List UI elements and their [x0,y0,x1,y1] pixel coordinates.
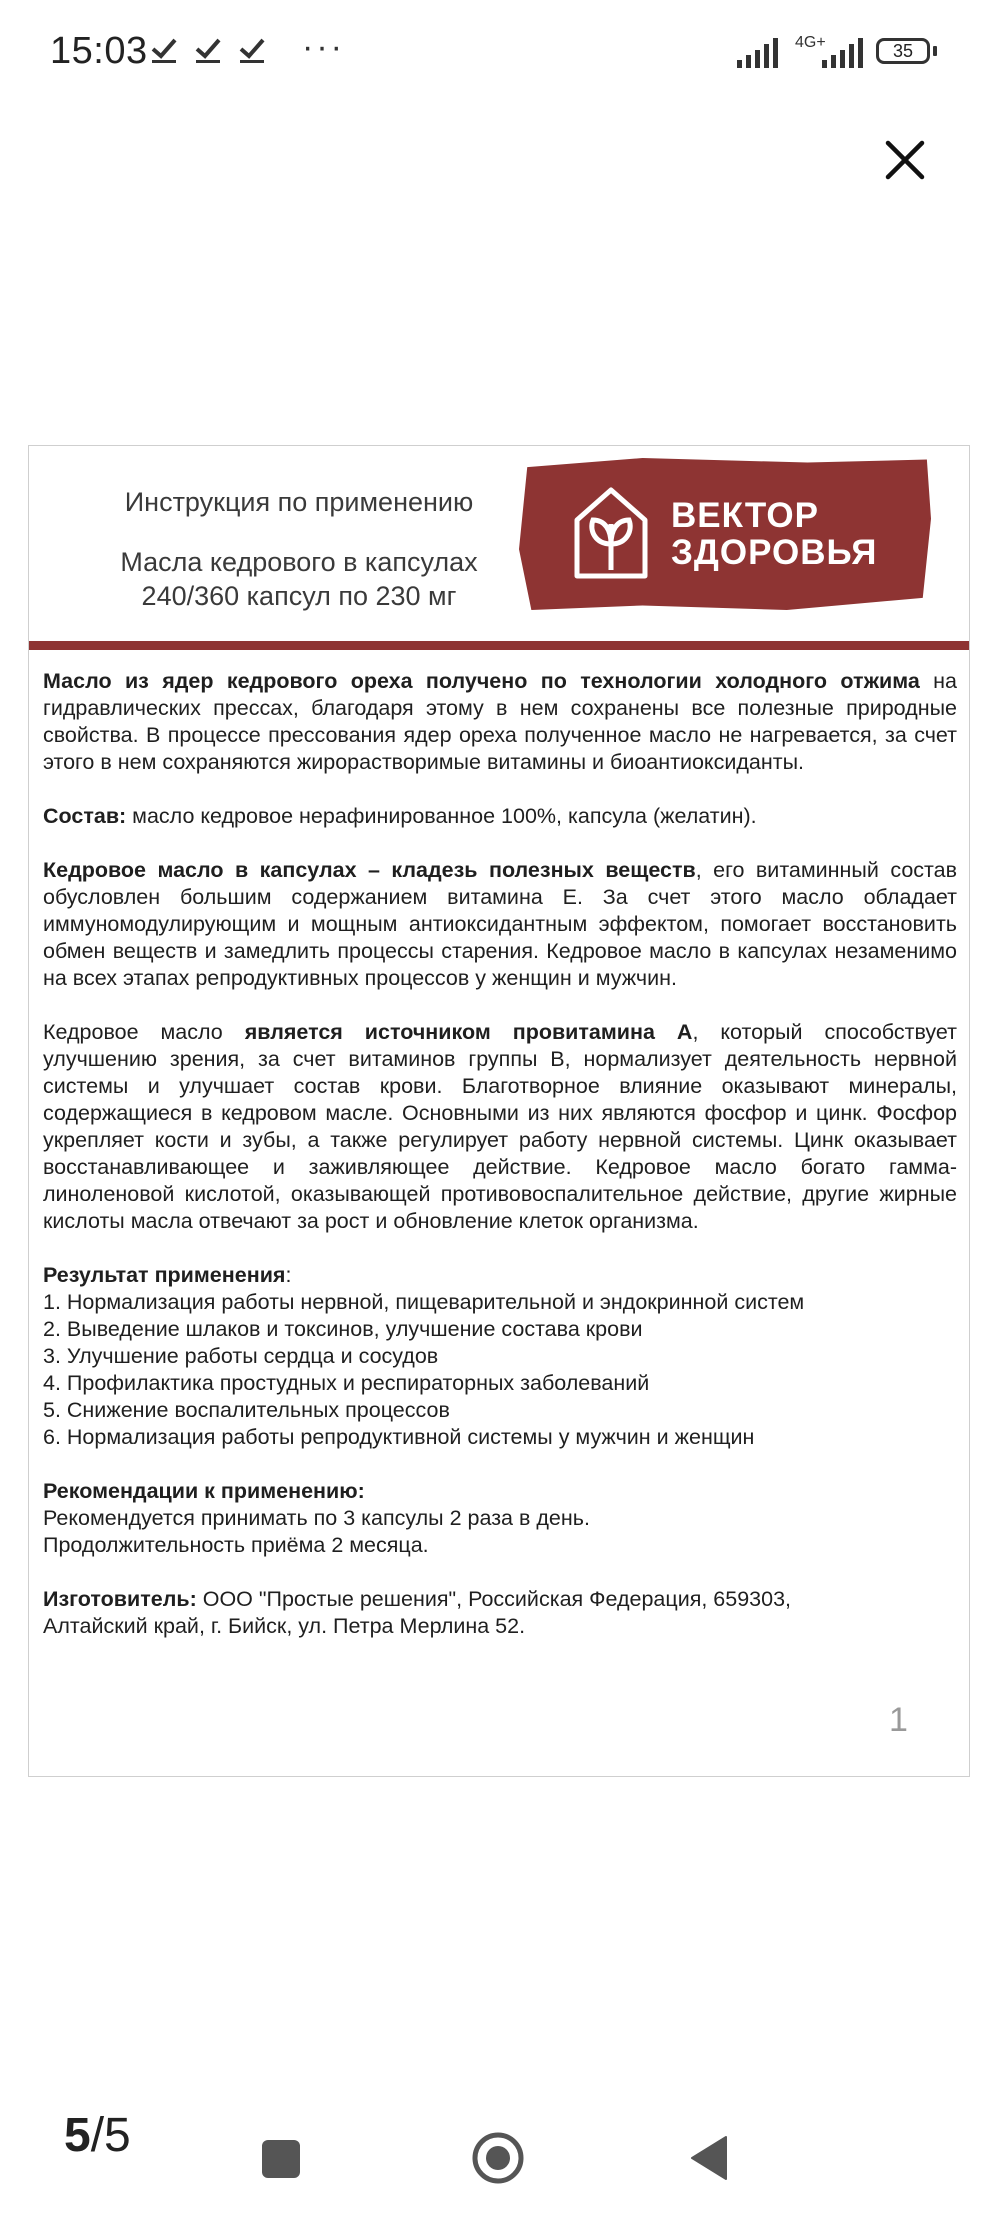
battery-tip [933,46,937,56]
check-icon [238,34,266,64]
brand-name [671,498,877,572]
status-bar [0,0,1000,110]
header-divider [29,641,969,650]
provitamin-prefix: Кедровое масло [43,1020,245,1044]
document-body [43,668,957,1640]
manufacturer-label: Изготовитель: [43,1587,197,1611]
paragraph-provitamin [43,1019,957,1235]
list-item: 4. Профилактика простудных и респираторных заболеваний [43,1371,650,1395]
paragraph-intro [43,668,957,776]
header-line-1: Инструкция по применению [124,487,474,517]
status-time: 15:03 [50,30,148,72]
home-button[interactable] [470,2130,526,2186]
recommendation-duration: Продолжительность приёма 2 месяца. [43,1533,429,1557]
results-section [43,1262,957,1451]
list-item: 5. Снижение воспалительных процессов [43,1398,450,1422]
page-counter [64,2108,131,2163]
provitamin-bold: является источником провитамина А [244,1020,693,1044]
battery-icon: 35 [876,38,930,64]
close-button[interactable] [880,135,930,185]
recommendation-dosage: Рекомендуется принимать по 3 капсулы 2 раза в день. [43,1506,590,1530]
list-item: 3. Улучшение работы сердца и сосудов [43,1344,439,1368]
leaf-emblem-icon [565,484,657,584]
results-title: Результат применения [43,1263,286,1287]
composition-label: Состав: [43,804,127,828]
list-item: 1. Нормализация работы нервной, пищеварительной и эндокринной систем [43,1290,805,1314]
brand-logo [519,458,931,610]
signal-icon-2 [820,36,870,68]
back-button[interactable] [690,2135,730,2181]
document-header [29,446,969,646]
document-page-number: 1 [889,1701,908,1739]
provitamin-text: , который способствует улучшению зрения, за счет витаминов группы В, нормализует деятельность нервной системы и улучшает состав крови. Благотворное влияние оказывают минералы, содержащиеся в кедровом масле. Основными из них являются фосфор и цинк. Фосфор укрепляет кости и зубы, а также регулирует работу нервной системы. Цинк оказывает восстанавливающее и заживляющее действие. Кедровое масло богато гамма-линоленовой кислотой, оказывающей противовоспалительное действие, другие жирные кислоты масла отвечают за рост и обновление клеток организма. [43,1020,957,1233]
benefits-bold: Кедровое масло в капсулах – кладезь полезных веществ [43,858,696,882]
signal-icon [735,36,785,68]
brand-name-line-1: ВЕКТОР [671,496,819,535]
manufacturer-line-2: Алтайский край, г. Бийск, ул. Петра Мерлина 52. [43,1614,526,1638]
recent-apps-button[interactable] [262,2140,300,2178]
paragraph-composition [43,803,957,830]
manufacturer-section [43,1586,957,1640]
list-item: 2. Выведение шлаков и токсинов, улучшение состава крови [43,1317,643,1341]
current-page: 5 [64,2109,91,2162]
intro-text: на гидравлических прессах, благодаря этому в нем сохранены все полезные природные свойства. В процессе прессования ядер ореха полученное масло не нагревается, за счет этого в нем сохраняются жирорастворимые витамины и биоантиоксиданты. [43,669,957,774]
benefits-text: , его витаминный состав обусловлен большим содержанием витамина Е. За счет этого масло обладает иммуномодулирующим и мощным антиоксидантным эффектом, помогает восстановить обмен веществ и замедлить процессы старения. Кедровое масло в капсулах незаменимо на всех этапах репродуктивных процессов у женщин и мужчин. [43,858,958,990]
more-notifications-icon: ··· [302,28,345,66]
recommendations-title: Рекомендации к применению: [43,1479,365,1503]
header-title [79,486,519,613]
check-icon [150,34,178,64]
manufacturer-line-1: ООО "Простые решения", Российская Федерация, 659303, [196,1587,792,1611]
header-line-2: Масла кедрового в капсулах [120,546,478,577]
document-page [28,445,970,1777]
intro-bold: Масло из ядер кедрового ореха получено по технологии холодного отжима [43,669,920,693]
results-colon: : [285,1263,292,1287]
header-line-3: 240/360 капсул по 230 мг [141,580,457,611]
list-item: 6. Нормализация работы репродуктивной системы у мужчин и женщин [43,1425,755,1449]
paragraph-benefits [43,857,957,992]
network-type-label: 4G+ [795,34,826,51]
notification-icons [150,34,266,64]
check-icon [194,34,222,64]
brand-name-line-2: ЗДОРОВЬЯ [671,532,878,572]
recommendations-section [43,1478,957,1559]
page-separator: / [90,2109,105,2162]
composition-text: масло кедровое нерафинированное 100%, капсула (желатин). [126,804,757,828]
total-pages: 5 [104,2109,131,2162]
